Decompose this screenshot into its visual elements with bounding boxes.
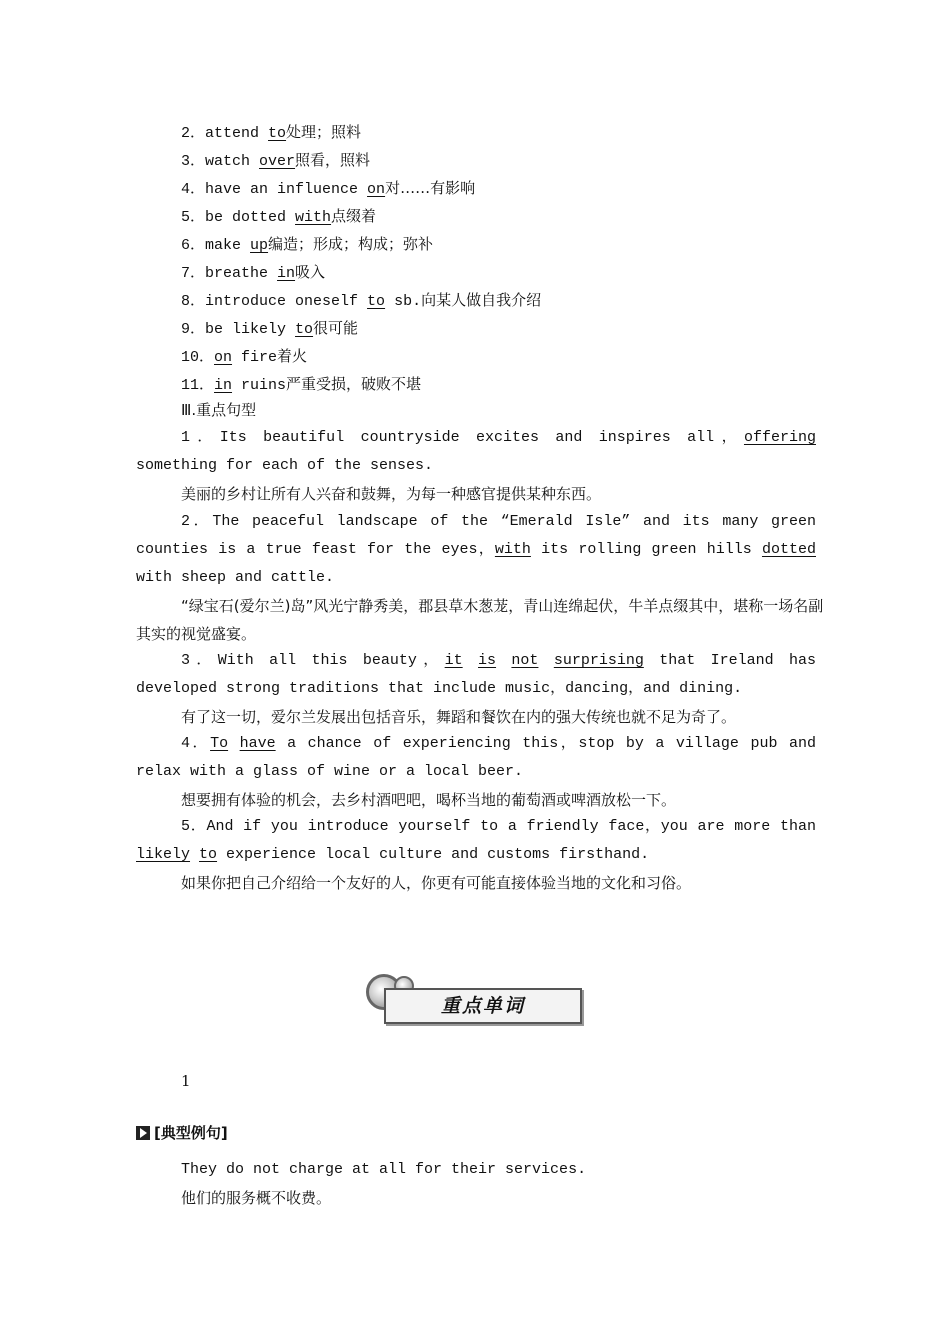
sentence-text: its rolling green hills xyxy=(530,541,762,558)
blank-answer: likely xyxy=(136,846,191,863)
phrase-text: sb. xyxy=(385,293,422,310)
badge-title: 重点单词 xyxy=(384,988,582,1024)
sentence-number: 3． xyxy=(181,652,218,669)
sentence-number: 4． xyxy=(181,735,211,752)
phrase-meaning: 严重受损，破败不堪 xyxy=(286,375,422,393)
blank-answer: it xyxy=(444,652,463,669)
phrase-number: 7． xyxy=(181,265,206,282)
phrase-blank-answer: with xyxy=(295,209,332,226)
section-badge xyxy=(366,974,582,1026)
phrase-text: introduce oneself xyxy=(205,293,368,310)
phrase-number: 8． xyxy=(181,293,206,310)
sentence-text: And if you introduce yourself to a friendly face，you are more than xyxy=(206,818,816,835)
phrase-blank-answer: to xyxy=(295,321,314,338)
phrase-blank-answer: in xyxy=(214,377,233,394)
sentence-text: something for each of the senses. xyxy=(136,457,434,474)
phrase-text: be likely xyxy=(205,321,296,338)
phrase-number: 10． xyxy=(181,349,215,366)
blank-answer: with xyxy=(494,541,531,558)
phrase-item xyxy=(181,372,421,396)
phrase-item xyxy=(181,344,307,368)
phrase-number: 11． xyxy=(181,377,215,394)
sentence-text: Its beautiful countryside excites and inspires all， xyxy=(219,429,744,446)
phrase-meaning: 处理；照料 xyxy=(286,123,362,141)
phrase-text: breathe xyxy=(205,265,278,282)
phrase-item xyxy=(181,148,370,172)
phrase-blank-answer: on xyxy=(367,181,386,198)
blank-answer: to xyxy=(199,846,218,863)
phrase-number: 5． xyxy=(181,209,206,226)
example-header-label: [典型例句] xyxy=(154,1124,228,1142)
sentence-number: 1． xyxy=(181,429,220,446)
play-arrow-icon xyxy=(136,1126,150,1140)
phrase-meaning: 着火 xyxy=(277,347,308,365)
phrase-number: 6． xyxy=(181,237,206,254)
phrase-number: 4． xyxy=(181,181,206,198)
phrase-number: 3． xyxy=(181,153,206,170)
blank-answer: have xyxy=(239,735,276,752)
phrase-meaning: 编造；形成；构成；弥补 xyxy=(268,235,434,253)
phrase-text: fire xyxy=(232,349,278,366)
phrase-text: make xyxy=(205,237,251,254)
phrase-text: have an influence xyxy=(205,181,368,198)
sentence-3 xyxy=(136,647,816,731)
phrase-blank-answer: up xyxy=(250,237,269,254)
sentence-text: With all this beauty， xyxy=(217,652,445,669)
sentence-translation: 想要拥有体验的机会，去乡村酒吧吧，喝杯当地的葡萄酒或啤酒放松一下。 xyxy=(181,791,677,809)
sentence-number: 5． xyxy=(181,818,207,835)
sentence-translation: 有了这一切，爱尔兰发展出包括音乐，舞蹈和餐饮在内的强大传统也就不足为奇了。 xyxy=(181,708,737,726)
blank-answer: is xyxy=(478,652,497,669)
phrase-item xyxy=(181,232,433,256)
phrase-meaning: 点缀着 xyxy=(331,207,377,225)
example-header xyxy=(136,1121,228,1145)
blank-answer: surprising xyxy=(553,652,644,669)
example-translation: 他们的服务概不收费。 xyxy=(181,1189,332,1207)
blank-answer: dotted xyxy=(761,541,816,558)
sentence-4 xyxy=(136,730,816,814)
phrase-text: be dotted xyxy=(205,209,296,226)
blank-answer: not xyxy=(511,652,539,669)
phrase-number: 9． xyxy=(181,321,206,338)
phrase-item xyxy=(181,176,475,200)
phrase-text: ruins xyxy=(232,377,287,394)
sentence-5 xyxy=(136,813,816,897)
item-number: 1 xyxy=(181,1072,191,1090)
phrase-meaning: 吸入 xyxy=(295,263,326,281)
phrase-blank-answer: to xyxy=(268,125,287,142)
blank-answer: To xyxy=(210,735,229,752)
phrase-blank-answer: on xyxy=(214,349,233,366)
sentence-1 xyxy=(136,424,816,508)
sentence-translation: “绿宝石(爱尔兰)岛”风光宁静秀美，郡县草木葱茏，青山连绵起伏，牛羊点缀其中，堪称一场名副其实的视觉盛宴。 xyxy=(136,597,824,643)
sentence-text: The peaceful landscape of the “Emerald Isle” and its many green counties is a true feast for the eyes， xyxy=(136,513,816,558)
sentence-translation: 如果你把自己介绍给一个友好的人，你更有可能直接体验当地的文化和习俗。 xyxy=(181,874,692,892)
phrase-meaning: 照看，照料 xyxy=(295,151,371,169)
phrase-item xyxy=(181,260,325,284)
blank-answer: offering xyxy=(743,429,816,446)
phrase-blank-answer: in xyxy=(277,265,296,282)
phrase-text: watch xyxy=(205,153,260,170)
phrase-meaning: 向某人做自我介绍 xyxy=(421,291,542,309)
sentence-number: 2． xyxy=(181,513,213,530)
section-3-title: Ⅲ.重点句型 xyxy=(181,401,257,419)
sentence-2 xyxy=(136,508,824,648)
sentence-text: experience local culture and customs firsthand. xyxy=(217,846,650,863)
phrase-number: 2． xyxy=(181,125,206,142)
phrase-text: attend xyxy=(205,125,269,142)
phrase-blank-answer: to xyxy=(367,293,386,310)
phrase-item xyxy=(181,120,361,144)
sentence-text: with sheep and cattle. xyxy=(136,569,335,586)
phrase-meaning: 对……有影响 xyxy=(385,179,476,197)
example-sentence: They do not charge at all for their services. xyxy=(181,1161,587,1178)
phrase-item xyxy=(181,288,541,312)
sentence-text: a chance of experiencing this，stop by a village pub and relax with a glass of wine or a local beer. xyxy=(136,735,816,780)
phrase-item xyxy=(181,204,376,228)
sentence-translation: 美丽的乡村让所有人兴奋和鼓舞，为每一种感官提供某种东西。 xyxy=(181,485,602,503)
phrase-meaning: 很可能 xyxy=(313,319,359,337)
phrase-item xyxy=(181,316,358,340)
sentence-text: that Ireland has developed strong traditions that include music，dancing，and dining. xyxy=(136,652,816,697)
phrase-blank-answer: over xyxy=(259,153,296,170)
